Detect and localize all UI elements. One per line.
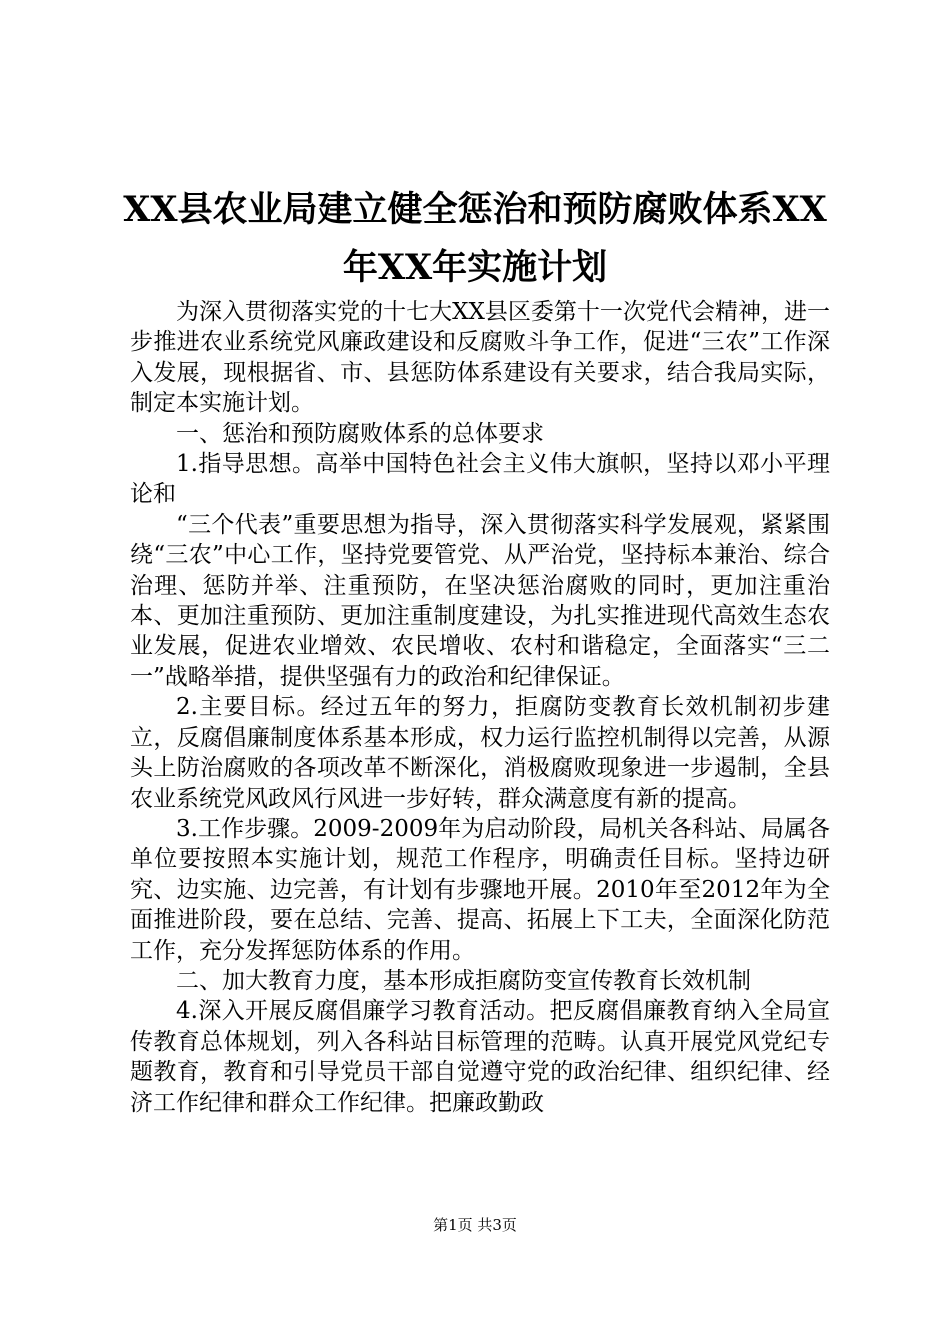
paragraph-work-steps: 3.工作步骤。2009-2009年为启动阶段，局机关各科站、局属各单位要按照本实施计划，规范工作程序，明确责任目标。坚持边研究、边实施、边完善，有计划有步骤地开展。2010年至2012年为全面推进阶段，要在总结、完善、提高、拓展上下工夫，全面深化防范工作，充分发挥惩防体系的作用。: [130, 815, 830, 964]
paragraph-education: 4.深入开展反腐倡廉学习教育活动。把反腐倡廉教育纳入全局宣传教育总体规划，列入各科站目标管理的范畴。认真开展党风党纪专题教育，教育和引导党员干部自觉遵守党的政治纪律、组织纪律、经济工作纪律和群众工作纪律。把廉政勤政: [130, 998, 830, 1116]
page-footer: 第1页 共3页: [433, 1216, 517, 1234]
document-body: [130, 297, 830, 1118]
document-title-line-2: 年XX年实施计划: [342, 247, 608, 288]
section-heading-2: 二、加大教育力度，基本形成拒腐防变宣传教育长效机制: [176, 967, 751, 994]
section-heading-1: 一、惩治和预防腐败体系的总体要求: [176, 420, 544, 447]
paragraph-intro: 为深入贯彻落实党的十七大XX县区委第十一次党代会精神，进一步推进农业系统党风廉政建设和反腐败斗争工作，促进“三农”工作深入发展，现根据省、市、县惩防体系建设有关要求，结合我局实际，制定本实施计划。: [130, 299, 830, 417]
document-title-line-1: XX县农业局建立健全惩治和预防腐败体系XX: [123, 189, 827, 230]
paragraph-guiding-thought: 1.指导思想。高举中国特色社会主义伟大旗帜，坚持以邓小平理论和: [130, 451, 830, 508]
paragraph-main-goals: 2.主要目标。经过五年的努力，拒腐防变教育长效机制初步建立，反腐倡廉制度体系基本形成，权力运行监控机制得以完善，从源头上防治腐败的各项改革不断深化，消极腐败现象进一步遏制，全县农业系统党风政风行风进一步好转，群众满意度有新的提高。: [130, 694, 830, 812]
paragraph-guiding-thought-cont: “三个代表”重要思想为指导，深入贯彻落实科学发展观，紧紧围绕“三农”中心工作，坚持党要管党、从严治党，坚持标本兼治、综合治理、惩防并举、注重预防，在坚决惩治腐败的同时，更加注重治本、更加注重预防、更加注重制度建设，为扎实推进现代高效生态农业发展，促进农业增效、农民增收、农村和谐稳定，全面落实“三二一”战略举措，提供坚强有力的政治和纪律保证。: [130, 511, 830, 690]
